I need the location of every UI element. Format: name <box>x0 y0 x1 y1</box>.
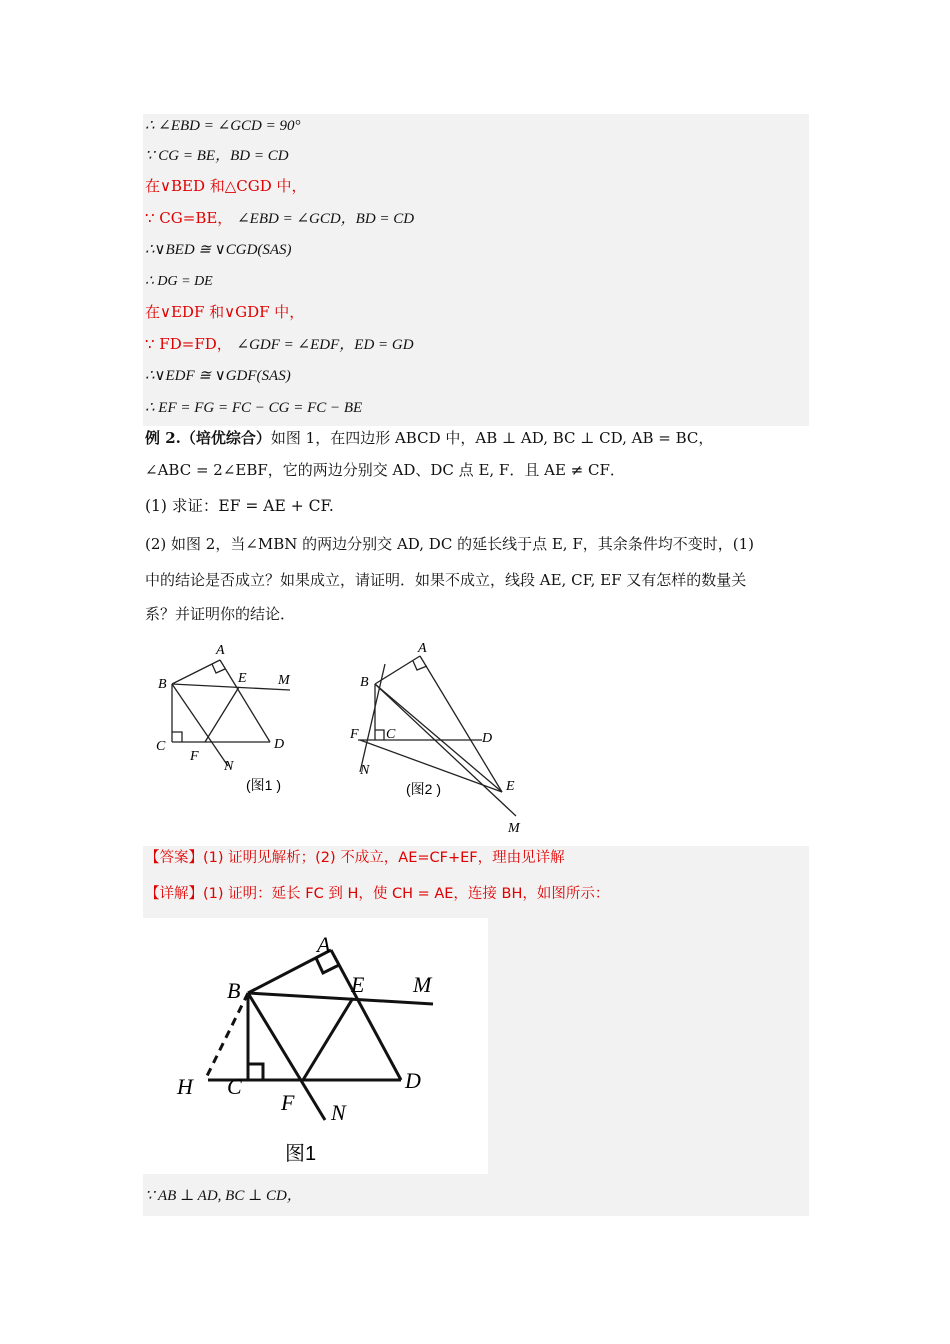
fig3-label-a: A <box>317 932 331 957</box>
proof2-line-1 <box>145 1186 302 1206</box>
proof2-line-1-text: ∵ AB ⊥ AD, BC ⊥ CD， <box>145 1188 302 1204</box>
proof-line-1: ∴ ∠EBD = ∠GCD = 90° <box>145 118 301 134</box>
fig3-label-b: B <box>227 978 241 1003</box>
figure-3 <box>143 918 488 1174</box>
fig3-caption: 图1 <box>285 1143 317 1165</box>
proof-line-8-red: ∵ FD=FD， <box>145 335 232 353</box>
fig3-label-d: D <box>405 1068 421 1093</box>
answer-detail-line: 【详解】(1) 证明：延长 FC 到 H，使 CH = AE，连接 BH，如图所示： <box>145 886 610 902</box>
example-2-line-2: ∠ABC = 2∠EBF，它的两边分别交 AD、DC 点 E, F．且 AE ≠ CF． <box>145 461 625 479</box>
proof-line-8 <box>145 334 414 355</box>
fig1-label-n: N <box>224 759 234 774</box>
fig1-label-c: C <box>156 739 166 754</box>
fig1-caption: (图1 ) <box>246 777 281 793</box>
example-2-line-3: (1) 求证：EF = AE + CF. <box>145 497 334 515</box>
answer-line: 【答案】(1) 证明见解析；(2) 不成立，AE=CF+EF，理由见详解 <box>145 850 565 866</box>
fig1-label-f: F <box>190 749 199 764</box>
proof-line-4-red: ∵ CG=BE， <box>145 209 233 227</box>
fig2-label-f: F <box>350 727 359 742</box>
proof-line-9: ∴∨EDF ≅ ∨GDF(SAS) <box>145 368 291 384</box>
example-2-q1: 如图 1，在四边形 ABCD 中，AB ⊥ AD, BC ⊥ CD, AB = BC， <box>270 429 714 447</box>
fig1-label-e: E <box>238 671 247 686</box>
fig2-label-b: B <box>360 675 369 690</box>
fig1-label-b: B <box>158 677 167 692</box>
proof-line-5: ∴∨BED ≅ ∨CGD(SAS) <box>145 242 292 258</box>
fig2-caption: (图2 ) <box>406 781 441 797</box>
fig3-label-n: N <box>331 1100 346 1125</box>
proof-line-4-rest: ∠EBD = ∠GCD，BD = CD <box>237 211 415 227</box>
fig1-label-m: M <box>278 673 290 688</box>
figure-1 <box>150 632 300 802</box>
example-2-line-1 <box>145 428 713 448</box>
fig3-label-f: F <box>281 1090 295 1115</box>
fig2-label-n: N <box>360 763 370 778</box>
proof-line-7: 在∨EDF 和∨GDF 中， <box>145 303 305 321</box>
example-2-label: 例 2.（培优综合） <box>145 429 271 447</box>
proof-line-6: ∴ DG = DE <box>145 274 213 289</box>
fig1-label-d: D <box>274 737 285 752</box>
example-2-line-6: 系？并证明你的结论． <box>145 605 296 623</box>
fig2-label-c: C <box>386 727 396 742</box>
example-2-line-5: 中的结论是否成立？如果成立，请证明．如果不成立，线段 AE, CF, EF 又有怎样的数量关 <box>145 571 747 589</box>
fig3-label-c: C <box>227 1074 242 1099</box>
example-2-line-4: (2) 如图 2，当∠MBN 的两边分别交 AD, DC 的延长线于点 E, F，其余条件均不变时，(1) <box>145 535 754 553</box>
fig1-label-a: A <box>216 643 225 658</box>
proof-line-2: ∵ CG = BE，BD = CD <box>145 148 289 164</box>
fig2-label-e: E <box>506 779 515 794</box>
figure-2 <box>340 636 540 841</box>
proof-line-10: ∴ EF = FG = FC − CG = FC − BE <box>145 400 363 416</box>
fig2-label-d: D <box>482 731 493 746</box>
fig3-label-m: M <box>413 972 432 997</box>
fig3-label-e: E <box>351 972 365 997</box>
proof-line-3: 在∨BED 和△CGD 中， <box>145 177 307 195</box>
proof-line-8-rest: ∠GDF = ∠EDF，ED = GD <box>236 337 414 353</box>
fig3-label-h: H <box>177 1074 193 1099</box>
proof-line-4 <box>145 208 414 229</box>
fig2-label-m: M <box>508 821 520 836</box>
fig2-label-a: A <box>418 641 427 656</box>
